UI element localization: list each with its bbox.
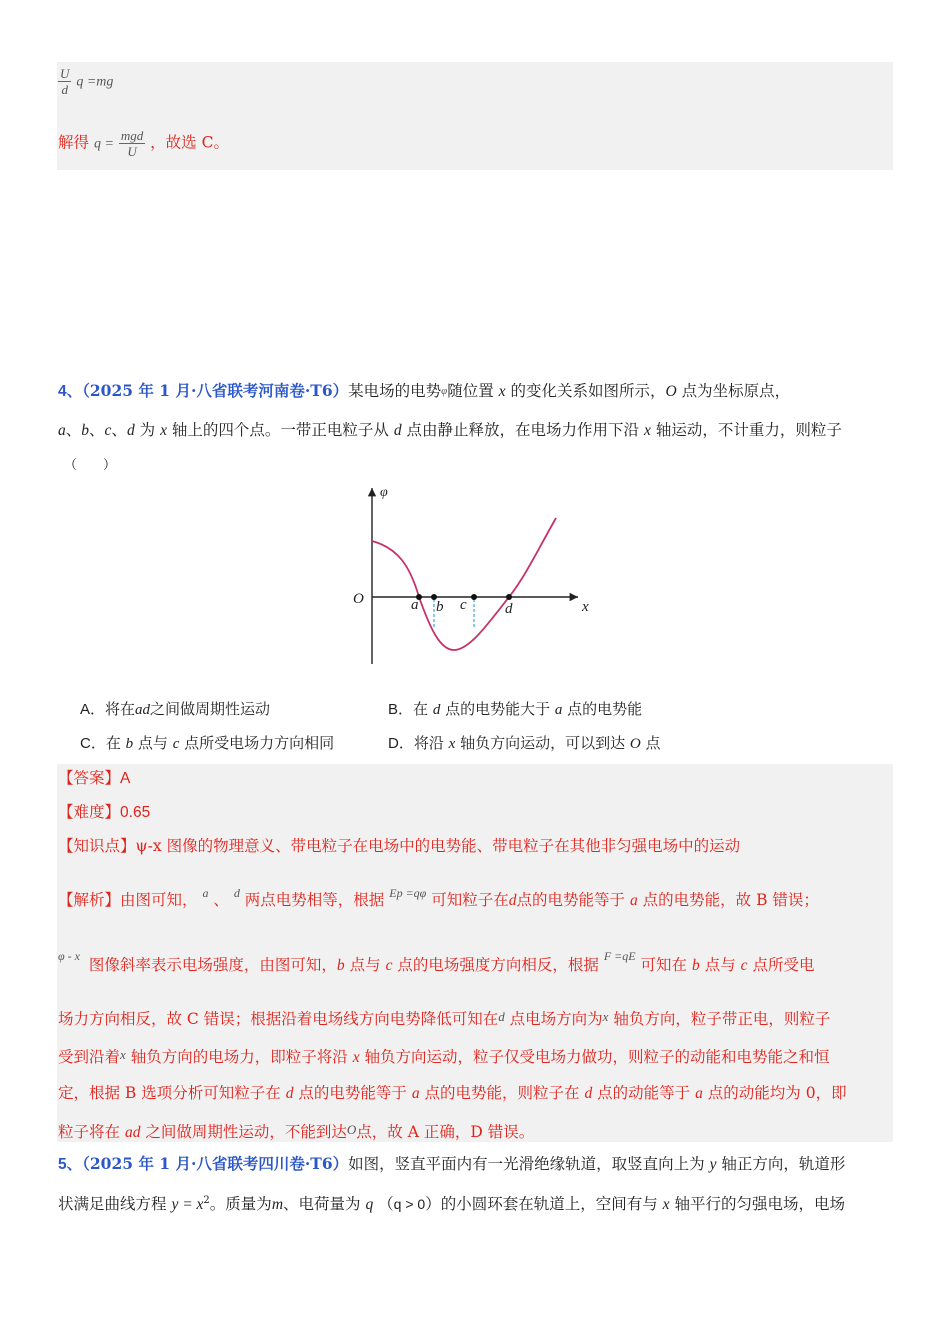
q4-answer-blank: （ ） [64, 458, 117, 473]
option-c[interactable]: C．在 b 点与 c 点所受电场力方向相同 [80, 734, 335, 752]
analysis-line2: $^{\varphi - x}$ 图像斜率表示电场强度，由图可知，b 点与 c 点的电场强度方向相反，根据 $^{F =qE}$ 可知在 b 点与 c 点所受电 [58, 949, 815, 974]
option-b[interactable]: B．在 d 点的电势能大于 a 点的电势能 [388, 700, 643, 718]
q5-number: 5、 [58, 1156, 83, 1173]
x-axis-label: x [582, 599, 589, 615]
q5-source: （2025 年 1 月·八省联考四川卷·T6） [82, 1154, 349, 1173]
label-c: c [460, 597, 467, 613]
analysis-line3: 场力方向相反，故 C 错误；根据沿着电场线方向电势降低可知在d 点电场方向为x 轴负方向，粒子带正电，则粒子 [58, 1009, 831, 1028]
point-c [471, 594, 477, 600]
fraction-u-over-d: $\frac{U}{d}$ [60, 66, 70, 97]
origin-label: O [353, 591, 364, 607]
equation-line [58, 66, 113, 97]
point-d [506, 594, 512, 600]
equation-rest: q =mg [76, 74, 114, 90]
knowledge-line: 【知识点】ψ-x 图像的物理意义、带电粒子在电场中的电势能、带电粒子在其他非匀强电场中的运动 [58, 837, 741, 855]
answer-line: 【答案】A [58, 769, 131, 787]
option-d[interactable]: D．将沿 x 轴负方向运动，可以到达 O 点 [388, 734, 661, 752]
analysis-line6: 粒子将在 ad 之间做周期性运动，不能到达O点，故 A 正确，D 错误。 [58, 1122, 535, 1141]
q5-stem-line2: 状满足曲线方程 $y = x^2$。质量为m、电荷量为 q （q > 0）的小圆环套在轨道上，空间有与 x 轴平行的匀强电场，电场 [58, 1195, 845, 1214]
y-axis-label: φ [380, 485, 388, 500]
label-b: b [436, 599, 444, 615]
analysis-line5: 定，根据 B 选项分析可知粒子在 d 点的电势能等于 a 点的电势能，则粒子在 d 点的动能等于 a 点的动能均为 0，即 [58, 1084, 847, 1102]
result-line: 解得 q = $\frac{\text{mgd}}{U}$ ，故选 C。 [58, 128, 229, 159]
potential-curve [372, 518, 556, 650]
q4-number: 4、 [58, 383, 83, 400]
q4-stem-line1: 4、（2025 年 1 月·八省联考河南卷·T6）某电场的电势$^\varphi$随位置 x 的变化关系如图所示，O 点为坐标原点， [58, 381, 791, 400]
fraction-mgd-over-u: $\frac{\text{mgd}}{U}$ [120, 128, 144, 159]
potential-graph [340, 478, 610, 670]
option-a[interactable]: A．将在ad之间做周期性运动 [80, 700, 271, 718]
q5-stem-line1: 5、（2025 年 1 月·八省联考四川卷·T6）如图，竖直平面内有一光滑绝缘轨道，取竖直向上为 y 轴正方向，轨道形 [58, 1154, 846, 1173]
q4-stem-line2: a、b、c、d 为 x 轴上的四个点。一带正电粒子从 d 点由静止释放，在电场力作用下沿 x 轴运动，不计重力，则粒子 [58, 421, 842, 439]
label-a: a [411, 597, 419, 613]
analysis-line1: 【解析】由图可知， $^a$ 、 $^d$ 两点电势相等，根据 $^{Ep =q\varphi}$ 可知粒子在d点的电势能等于 a 点的电势能，故 B 错误； [58, 886, 819, 909]
difficulty-line: 【难度】0.65 [58, 803, 151, 821]
analysis-line4: 受到沿着x 轴负方向的电场力，即粒子将沿 x 轴负方向运动，粒子仅受电场力做功，则粒子的动能和电势能之和恒 [58, 1047, 830, 1066]
q4-source: （2025 年 1 月·八省联考河南卷·T6） [82, 381, 349, 400]
label-d: d [505, 601, 513, 617]
